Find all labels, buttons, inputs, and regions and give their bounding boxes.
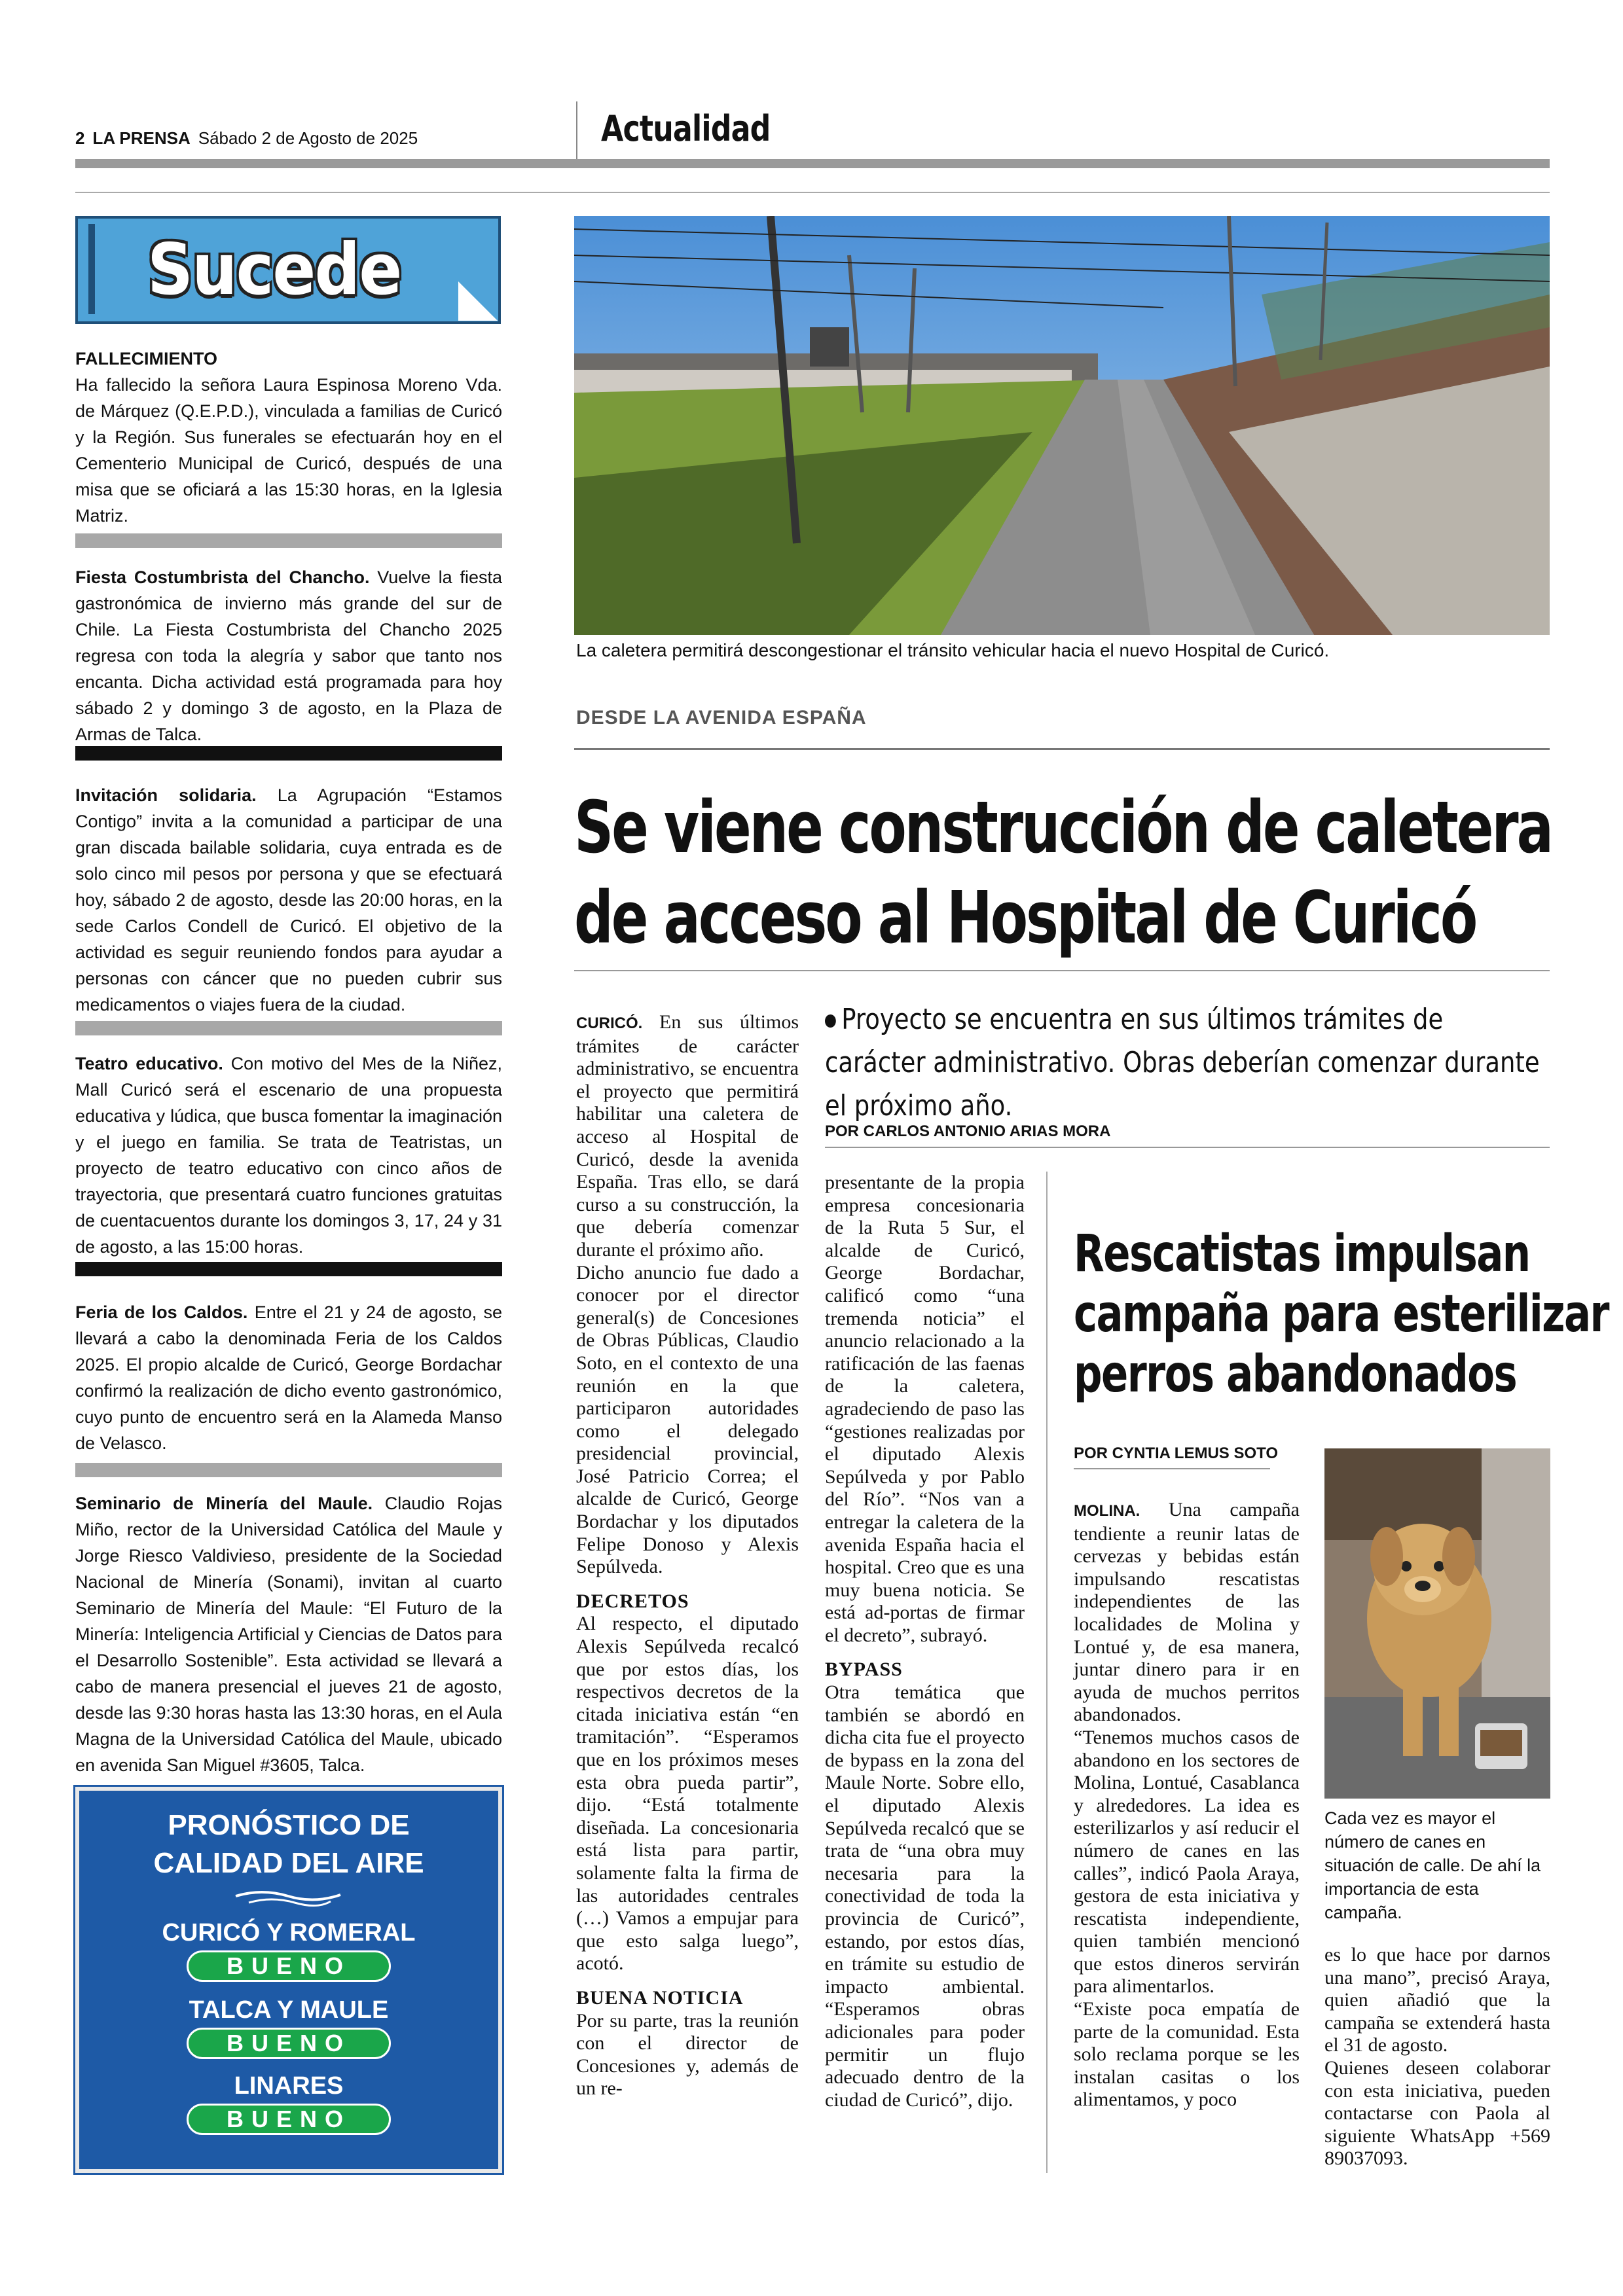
article-kicker: DESDE LA AVENIDA ESPAÑA (576, 707, 867, 728)
dog-photo-caption: Cada vez es mayor el número de canes en situación de calle. De ahí la importancia de esta campaña. (1324, 1808, 1541, 1922)
brief-fiesta-chancho (75, 564, 502, 747)
air-status-badge: BUENO (187, 2104, 391, 2135)
brief-kicker: FALLECIMIENTO (75, 349, 218, 368)
air-status-badge: BUENO (187, 2028, 391, 2059)
article-column-1 (576, 1011, 799, 2100)
secondary-byline: POR CYNTIA LEMUS SOTO (1074, 1444, 1279, 1462)
brief-separator (75, 1021, 502, 1035)
secondary-byline-rule (1074, 1468, 1270, 1469)
paper-name: LA PRENSA (92, 128, 191, 148)
brief-fallecimiento (75, 346, 502, 529)
air-region-name: TALCA Y MAULE (189, 1996, 389, 2024)
brief-text: Vuelve la fiesta gastronómica de invierno más grande del sur de Chile. La Fiesta Costumbrista del Chancho 2025 regresa con toda la alegría y sabor que tanto nos encanta. Dicha actividad está programada para hoy sábado 2 y domingo 3 de agosto, en la Plaza de Armas de Talca. (75, 567, 503, 744)
article-lead (825, 998, 1551, 1128)
air-region-name: CURICÓ Y ROMERAL (162, 1919, 416, 1946)
brief-kicker: Fiesta Costumbrista del Chancho. (75, 567, 370, 587)
subheading: BUENA NOTICIA (576, 1986, 744, 2009)
brief-text: Entre el 21 y 24 de agosto, se llevará a cabo la denominada Feria de los Caldos 2025. El propio alcalde de Curicó, George Bordachar confirmó la realización de dicho evento gastronómico, cuyo punto de encuentro será en la Alameda Manso de Velasco. (75, 1302, 502, 1453)
main-headline (574, 782, 1552, 963)
air-quality-title (88, 1806, 489, 1882)
brief-kicker: Teatro educativo. (75, 1054, 223, 1073)
page-number: 2 (75, 128, 85, 148)
brief-text: Ha fallecido la señora Laura Espinosa Moreno Vda. de Márquez (Q.E.P.D.), vinculada a familias de Curicó y la Región. Sus funerales se efectuarán hoy en el Cementerio Municipal de Curicó, después de una misa que se oficiará a las 15:30 horas, en la Iglesia Matriz. (75, 375, 502, 526)
brief-seminario-mineria (75, 1490, 502, 1778)
paragraph: Al respecto, el diputado Alexis Sepúlveda recalcó que por estos días, los respectivos decretos de la citada iniciativa están “en tramitación”. “Esperamos que en los próximos meses esta obra pueda partir”, dijo. “Está totalmente diseñada. La concesionaria está lista para partir, solamente falta la firma de las autoridades centrales (…) Vamos a empujar para que esto salga luego”, acotó. (576, 1613, 799, 1975)
brief-separator (75, 533, 502, 548)
paragraph: En sus últimos trámites de carácter administrativo, se encuentra el proyecto que permitirá habilitar una caletera de acceso al Hospital de Curicó, desde la avenida España. Tras ello, se dará curso a su construcción, la que debería comenzar durante el próximo año. (576, 1011, 799, 1261)
headline-line2: campaña para esterilizar (1074, 1285, 1609, 1344)
article-column-2 (825, 1172, 1025, 2111)
byline-rule (825, 1147, 1550, 1148)
paragraph: Quienes deseen colaborar con esta iniciativa, pueden contactarse con Paola al siguiente WhatsApp +569 89037093. (1324, 2056, 1550, 2170)
headline-line3: perros abandonados (1074, 1345, 1517, 1404)
brief-feria-caldos (75, 1299, 502, 1456)
brief-text: Con motivo del Mes de la Niñez, Mall Curicó será el escenario de una propuesta educativa y lúdica, que busca fomentar la imaginación y el juego en familia. Se trata de Teatristas, un proyecto de teatro educativo con cinco años de trayectoria, que presentará cuatro funciones gratuitas de cuentacuentos durante los domingos 3, 17, 24 y 31 de agosto, a las 15:00 horas. (75, 1054, 502, 1257)
road-photo (574, 216, 1550, 635)
sucede-page-curl (458, 281, 498, 321)
brief-separator (75, 1463, 502, 1477)
paragraph: “Existe poca empatía de parte de la comunidad. Esta solo reclama porque se les instalan casitas o los alimentamos, y poco (1074, 1998, 1300, 2111)
paragraph: Dicho anuncio fue dado a conocer por el director general(s) de Concesiones de Obras Públicas, Claudio Soto, en el contexto de una reunión en la que participaron autoridades como el delegado presidencial provincial, José Patricio Correa; el alcalde de Curicó, George Bordachar y los diputados Felipe Donoso y Alexis Sepúlveda. (576, 1261, 799, 1578)
paragraph: presentante de la propia empresa concesionaria de la Ruta 5 Sur, el alcalde de Curicó, George Bordachar, calificó como “una tremenda noticia” el anuncio relacionado a la ratificación de las faenas de la caletera, agradeciendo de paso las “gestiones realizadas por el diputado Alexis Sepúlveda y por Pablo del Río”. “Nos van a entregar la caletera de la avenida España hacia el hospital. Creo que es una muy buena noticia. Se está ad-portas de firmar el decreto”, subrayó. (825, 1172, 1025, 1646)
issue-date: Sábado 2 de Agosto de 2025 (198, 128, 418, 148)
brief-teatro-educativo (75, 1050, 502, 1260)
headline-line2: de acceso al Hospital de Curicó (574, 876, 1476, 960)
wind-wave-icon (232, 1888, 344, 1908)
brief-kicker: Invitación solidaria. (75, 785, 257, 805)
secondary-headline (1074, 1224, 1609, 1405)
headline-line1: Se viene construcción de caletera (574, 785, 1552, 869)
paragraph: Por su parte, tras la reunión con el director de Concesiones y, además de un re- (576, 2009, 799, 2100)
page-header (75, 128, 418, 149)
air-quality-title-line1: PRONÓSTICO DE (168, 1809, 410, 1841)
air-quality-title-line2: CALIDAD DEL AIRE (153, 1847, 424, 1879)
photo-caption: La caletera permitirá descongestionar el tránsito vehicular hacia el nuevo Hospital de Curicó. (576, 640, 1330, 660)
header-rule (75, 159, 1550, 168)
dateline: MOLINA. (1074, 1502, 1140, 1520)
header-divider (576, 101, 577, 160)
kicker-rule (574, 748, 1550, 750)
brief-text: Claudio Rojas Miño, rector de la Universidad Católica del Maule y Jorge Riesco Valdivieso, presidente de la Sociedad Nacional de Minería (Sonami), invitan al cuarto Seminario de Minería del Maule: “El Futuro de la Minería: Inteligencia Artificial y Ciencias de Datos para el Desarrollo Sostenible”. Esta actividad se llevará a cabo de manera presencial el jueves 21 de agosto, desde las 9:30 horas hasta las 13:30 horas, en el Aula Magna de la Universidad Católica del Maule, ubicado en avenida San Miguel #3605, Talca. (75, 1494, 502, 1775)
brief-separator (75, 1262, 502, 1276)
bullet-icon (825, 1014, 836, 1028)
article-byline: POR CARLOS ANTONIO ARIAS MORA (825, 1122, 1111, 1140)
dateline: CURICÓ. (576, 1014, 643, 1032)
air-region-name: LINARES (234, 2072, 344, 2100)
paragraph: Otra temática que también se abordó en dicha cita fue el proyecto de bypass en la zona del Maule Norte. Sobre ello, el diputado Alexis Sepúlveda recalcó que se trata de “una obra muy necesaria para la conectividad de toda la provincia de Curicó”, estando, por estos días, en trámite su estudio de impacto ambiental. “Esperamos obras adicionales para poder permitir un flujo adecuado dentro de la ciudad de Curicó”, dijo. (825, 1681, 1025, 2111)
air-status-badge: BUENO (187, 1950, 391, 1982)
sucede-title: Sucede (147, 229, 401, 311)
subheading: BYPASS (825, 1659, 903, 1681)
secondary-column-1 (1074, 1499, 1300, 2111)
headline-line1: Rescatistas impulsan (1074, 1225, 1530, 1283)
paragraph: “Tenemos muchos casos de abandono en los sectores de Molina, Lontué, Casablanca y alrededores. La idea es esterilizarlos y así reducir el número de canes en las calles”, indicó Paola Araya, gestora de esta iniciativa y rescatista independiente, quien también mencionó que estos dineros servirán para alimentarlos. (1074, 1726, 1300, 1998)
subheading: DECRETOS (576, 1590, 689, 1612)
brief-kicker: Seminario de Minería del Maule. (75, 1494, 373, 1513)
section-title: Actualidad (601, 108, 771, 149)
dog-photo (1324, 1448, 1550, 1799)
brief-text: La Agrupación “Estamos Contigo” invita a la comunidad a participar de una gran discada bailable solidaria, cuya entrada es de solo cinco mil pesos por persona y que se efectuará hoy, sábado 2 de agosto, desde las 20:00 horas, en la sede Carlos Condell de Curicó. El objetivo de la actividad es seguir reuniendo fondos para ayudar a personas con cáncer que no pueden cubrir sus medicamentos o viajes fuera de la ciudad. (75, 785, 502, 1014)
secondary-column-2 (1324, 1944, 1550, 2170)
paragraph: Una campaña tendiente a reunir latas de cervezas y bebidas están impulsando rescatistas independientes de las localidades de Molina y Lontué y, de esa manera, juntar dinero para ir en ayuda de muchos perritos abandonados. (1074, 1499, 1300, 1726)
paragraph: es lo que hace por darnos una mano”, precisó Araya, quien añadió que la campaña se extenderá hasta el 31 de agosto. (1324, 1944, 1550, 2056)
column-divider (1046, 1172, 1048, 2173)
header-thin-rule (75, 192, 1550, 193)
brief-separator (75, 746, 502, 761)
brief-kicker: Feria de los Caldos. (75, 1302, 248, 1322)
brief-invitacion-solidaria (75, 782, 502, 1018)
lead-text: Proyecto se encuentra en sus últimos trámites de carácter administrativo. Obras deberían comenzar durante el próximo año. (825, 1003, 1540, 1122)
headline-rule (574, 970, 1550, 971)
sucede-banner-bar (88, 224, 95, 314)
